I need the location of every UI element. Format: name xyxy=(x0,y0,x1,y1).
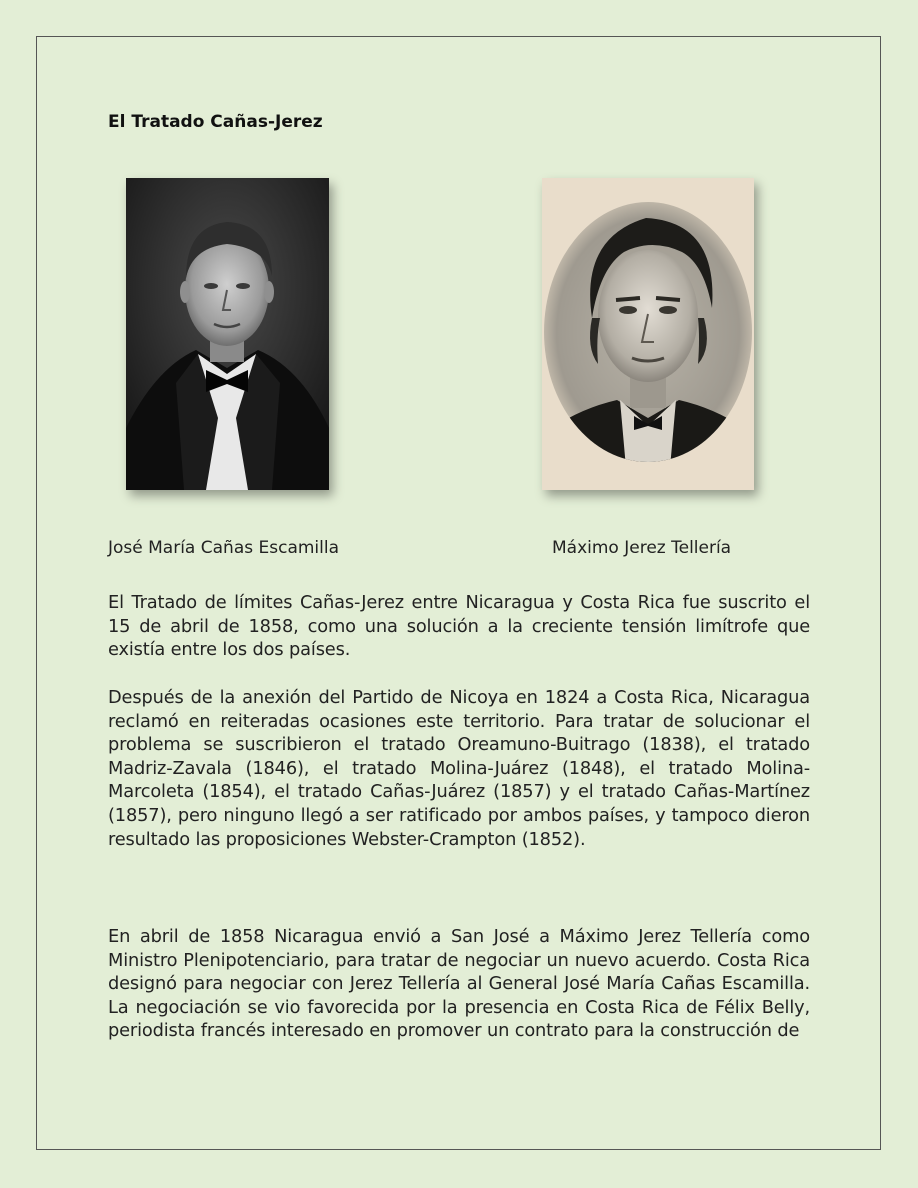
portrait-jerez xyxy=(542,178,754,490)
paragraph-3: En abril de 1858 Nicaragua envió a San José a Máximo Jerez Tellería como Ministro Plenipotenciario, para tratar de negociar un nuevo acuerdo. Costa Rica designó para negociar con Jerez Tellería al General José María Cañas Escamilla. La negociación se vio favorecida por la presencia en Costa Rica de Félix Belly, periodista francés interesado en promover un contrato para la construcción de xyxy=(108,926,810,1042)
portrait-canas-illustration xyxy=(126,178,329,490)
paragraph-2: Después de la anexión del Partido de Nicoya en 1824 a Costa Rica, Nicaragua reclamó en reiteradas ocasiones este territorio. Para tratar de solucionar el problema se suscribieron el tratado Oreamuno-Buitrago (1838), el tratado Madriz-Zavala (1846), el tratado Molina-Juárez (1848), el tratado Molina-Marcoleta (1854), el tratado Cañas-Juárez (1857) y el tratado Cañas-Martínez (1857), pero ninguno llegó a ser ratificado por ambos países, y tampoco dieron resultado las proposiciones Webster-Crampton (1852). xyxy=(108,687,810,850)
paragraph-1: El Tratado de límites Cañas-Jerez entre Nicaragua y Costa Rica fue suscrito el 15 de abril de 1858, como una solución a la creciente tensión limítrofe que existía entre los dos países. xyxy=(108,592,810,661)
portrait-canas xyxy=(126,178,329,490)
portrait-caption-jerez: Máximo Jerez Tellería xyxy=(552,538,732,558)
portrait-caption-canas: José María Cañas Escamilla xyxy=(108,538,340,558)
document-title: El Tratado Cañas-Jerez xyxy=(108,112,323,132)
portrait-jerez-illustration xyxy=(542,178,754,490)
